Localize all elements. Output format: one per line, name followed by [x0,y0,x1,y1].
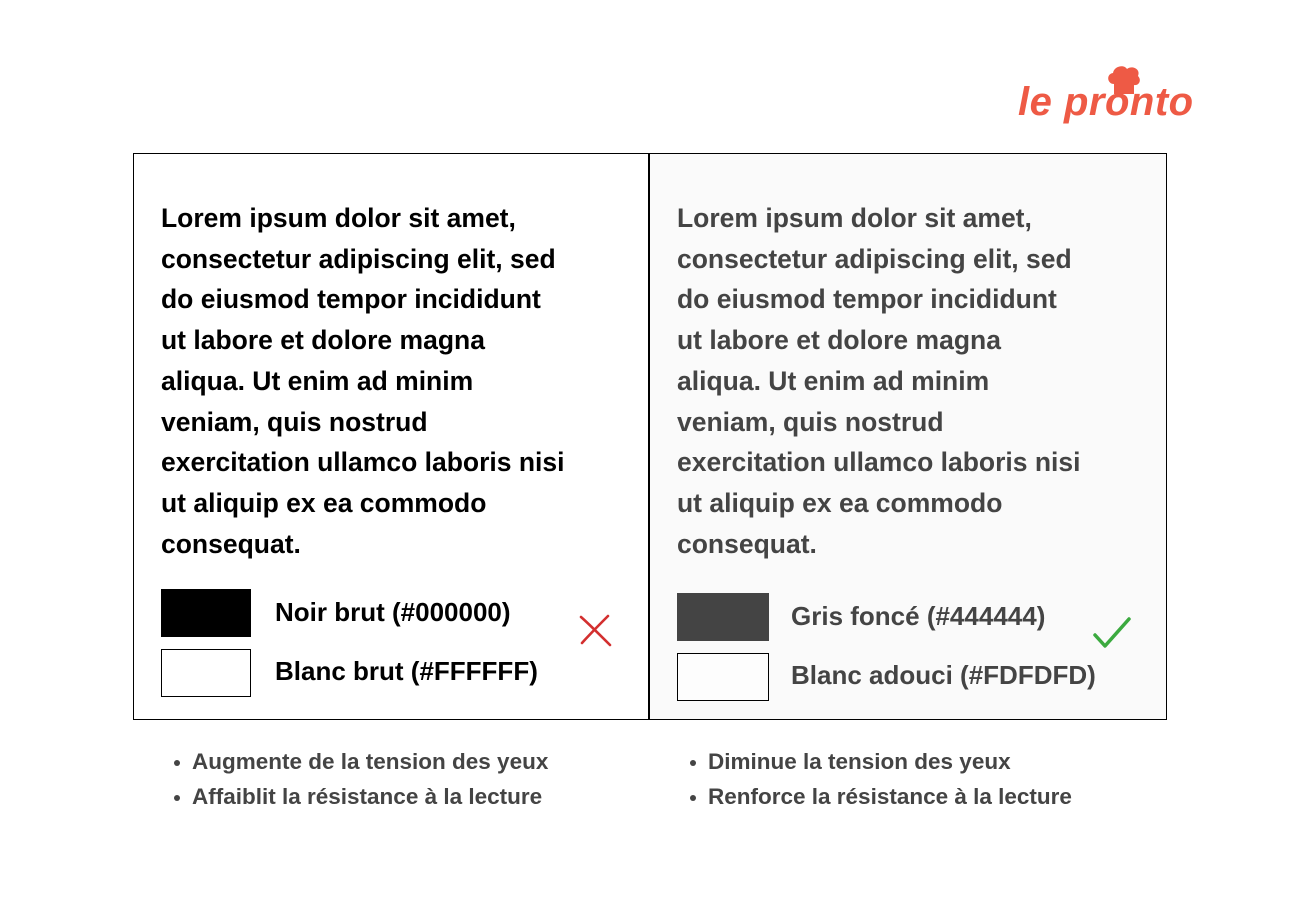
note-item [174,744,548,779]
note-text: Augmente de la tension des yeux [192,749,549,774]
brand-logo [1018,62,1198,126]
swatch-soft-white-label: Blanc adouci (#FDFDFD) [791,660,1096,690]
comparison-box [133,153,1167,720]
sample-line: ut labore et dolore magna [677,325,1001,356]
swatch-white-label: Blanc brut (#FFFFFF) [275,656,538,686]
notes-left [174,744,548,814]
note-text: Renforce la résistance à la lecture [708,784,1072,809]
sample-line: ut aliquip ex ea commodo [161,487,487,518]
bullet-icon [690,795,696,801]
sample-line: consequat. [677,528,817,559]
cross-icon [577,612,613,648]
swatch-black-label: Noir brut (#000000) [275,597,511,627]
sample-line: veniam, quis nostrud [161,406,428,437]
sample-line: consequat. [161,528,301,559]
sample-text-pure [161,198,631,564]
sample-line: Lorem ipsum dolor sit amet, [161,203,516,233]
sample-line: veniam, quis nostrud [677,406,944,437]
swatch-soft-white [677,653,769,701]
panel-pure-black-white [134,154,650,719]
note-item [174,779,548,814]
note-item [690,744,1072,779]
sample-line: Lorem ipsum dolor sit amet, [677,203,1032,233]
swatch-white [161,649,251,697]
bullet-icon [174,760,180,766]
swatch-dark-gray-label: Gris foncé (#444444) [791,601,1046,631]
checkmark-icon [1092,615,1132,649]
bullet-icon [174,795,180,801]
bullet-icon [690,760,696,766]
brand-name: le pronto [1018,80,1194,124]
sample-line: ut aliquip ex ea commodo [677,487,1003,518]
sample-line: exercitation ullamco laboris nisi [161,447,565,478]
sample-line: ut labore et dolore magna [161,325,485,356]
sample-line: exercitation ullamco laboris nisi [677,447,1081,478]
swatch-black [161,589,251,637]
swatch-dark-gray [677,593,769,641]
sample-line: aliqua. Ut enim ad minim [161,365,474,396]
sample-line: do eiusmod tempor incididunt [161,284,541,315]
sample-line: aliqua. Ut enim ad minim [677,365,990,396]
sample-line: consectetur adipiscing elit, sed [161,243,556,274]
note-text: Diminue la tension des yeux [708,749,1011,774]
panel-soft-gray-white [650,154,1166,719]
sample-line: consectetur adipiscing elit, sed [677,243,1072,274]
note-text: Affaiblit la résistance à la lecture [192,784,543,809]
sample-text-soft [677,198,1147,564]
sample-line: do eiusmod tempor incididunt [677,284,1057,315]
note-item [690,779,1072,814]
notes-right [690,744,1072,814]
